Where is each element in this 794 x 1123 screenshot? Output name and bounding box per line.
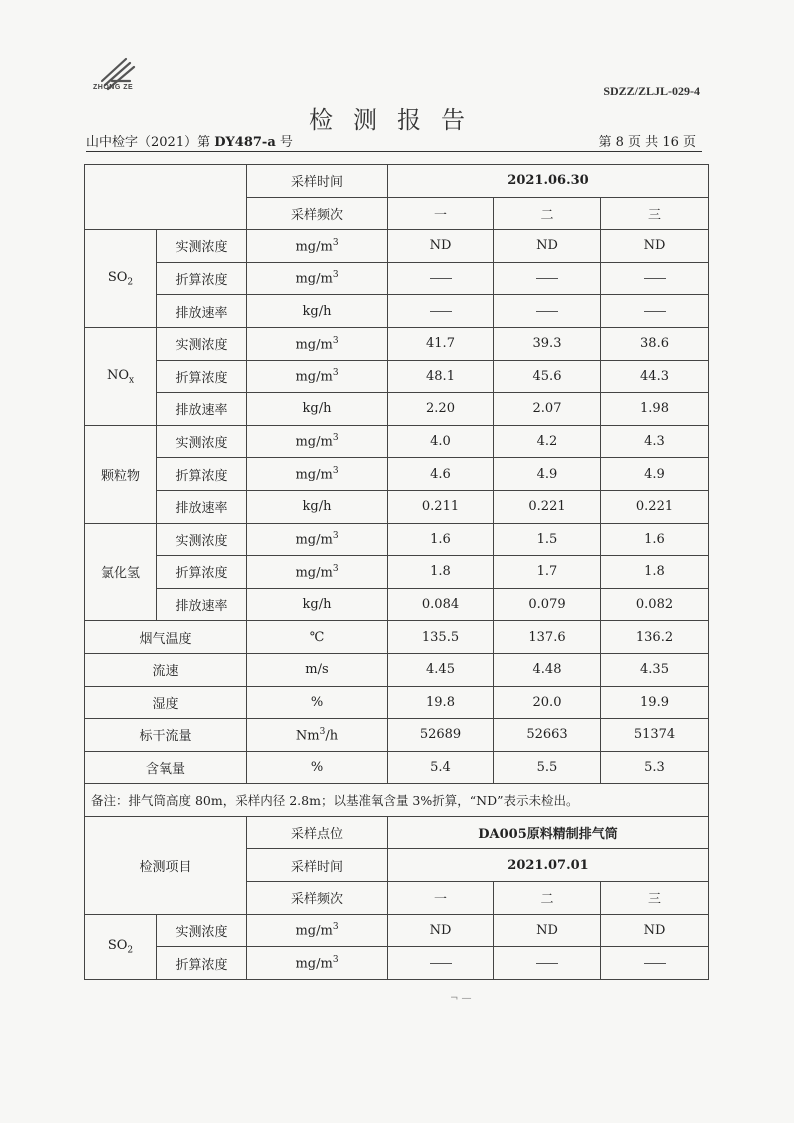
table-row (85, 588, 709, 621)
value-cell: 0.084 (388, 588, 494, 621)
run-label: 一 (388, 882, 494, 915)
run-label: 二 (494, 197, 601, 230)
metric-label: 折算浓度 (157, 556, 247, 589)
value-cell (494, 947, 601, 980)
table-row (85, 262, 709, 295)
value-cell: 4.9 (494, 458, 601, 491)
table-row (85, 947, 709, 980)
unit-cell: m/s (247, 653, 388, 686)
value-cell (494, 262, 601, 295)
value-cell: 48.1 (388, 360, 494, 393)
metric-label: 折算浓度 (157, 947, 247, 980)
unit-cell: $mg/m^3$ (247, 523, 388, 556)
dash-mark (536, 311, 558, 312)
unit-cell: $mg/m^3$ (247, 914, 388, 947)
table-row (85, 360, 709, 393)
table-row (85, 425, 709, 458)
pollutant-name: $SO_2$ (85, 914, 157, 979)
value-cell: 2.20 (388, 393, 494, 426)
table-row (85, 719, 709, 752)
sampling-time-label: 采样时间 (247, 849, 388, 882)
sampling-point-value: DA005原料精制排气筒 (388, 816, 709, 849)
value-cell: 4.2 (494, 425, 601, 458)
table-row (85, 230, 709, 263)
value-cell: 0.221 (601, 490, 709, 523)
table-row (85, 751, 709, 784)
table-row (85, 327, 709, 360)
value-cell (601, 295, 709, 328)
value-cell: 2.07 (494, 393, 601, 426)
value-cell: ND (388, 230, 494, 263)
unit-cell: % (247, 751, 388, 784)
parameter-label: 含氧量 (85, 751, 247, 784)
value-cell: 4.3 (601, 425, 709, 458)
value-cell: 19.8 (388, 686, 494, 719)
unit-cell: $mg/m^3$ (247, 458, 388, 491)
document-code: SDZZ/ZLJL-029-4 (603, 84, 700, 98)
value-cell: 4.35 (601, 653, 709, 686)
metric-label: 实测浓度 (157, 230, 247, 263)
note-text: 备注：排气筒高度 80m，采样内径 2.8m；以基准氧含量 3%折算，“ND”表示未检出。 (85, 784, 709, 817)
sampling-time-label: 采样时间 (247, 165, 388, 198)
unit-cell: $mg/m^3$ (247, 262, 388, 295)
metric-label: 实测浓度 (157, 523, 247, 556)
sampling-point-row (85, 816, 709, 849)
metric-label: 折算浓度 (157, 262, 247, 295)
value-cell (601, 947, 709, 980)
pollutant-name: $SO_2$ (85, 230, 157, 328)
dash-mark (430, 963, 452, 964)
unit-cell: kg/h (247, 295, 388, 328)
logo-text: ZHONG ZE (93, 84, 134, 91)
value-cell (601, 262, 709, 295)
value-cell: 135.5 (388, 621, 494, 654)
value-cell: 52663 (494, 719, 601, 752)
value-cell: 19.9 (601, 686, 709, 719)
table-row (85, 686, 709, 719)
value-cell: 1.98 (601, 393, 709, 426)
metric-label: 实测浓度 (157, 327, 247, 360)
value-cell: ND (388, 914, 494, 947)
metric-label: 排放速率 (157, 588, 247, 621)
unit-cell: $mg/m^3$ (247, 360, 388, 393)
value-cell: 52689 (388, 719, 494, 752)
value-cell: 4.6 (388, 458, 494, 491)
sampling-date: 2021.07.01 (388, 849, 709, 882)
pollutant-name: 氯化氢 (85, 523, 157, 621)
run-label: 三 (601, 197, 709, 230)
detection-item-label: 检测项目 (85, 816, 247, 914)
dash-mark (644, 278, 666, 279)
unit-cell: $mg/m^3$ (247, 947, 388, 980)
run-label: 三 (601, 882, 709, 915)
value-cell: 38.6 (601, 327, 709, 360)
value-cell: 4.48 (494, 653, 601, 686)
metric-label: 排放速率 (157, 490, 247, 523)
page-indicator: 第 8 页 共 16 页 (598, 135, 696, 150)
sampling-frequency-label: 采样频次 (247, 882, 388, 915)
unit-cell: % (247, 686, 388, 719)
sampling-time-row (85, 165, 709, 198)
parameter-label: 标干流量 (85, 719, 247, 752)
report-number: 山中检字（2021）第 DY487-a 号 (86, 135, 293, 150)
table-row (85, 653, 709, 686)
table-row (85, 914, 709, 947)
value-cell: 5.5 (494, 751, 601, 784)
note-row (85, 784, 709, 817)
value-cell: 44.3 (601, 360, 709, 393)
table-row (85, 458, 709, 491)
metric-label: 排放速率 (157, 393, 247, 426)
table-row (85, 556, 709, 589)
value-cell: 0.211 (388, 490, 494, 523)
value-cell: 39.3 (494, 327, 601, 360)
value-cell (388, 295, 494, 328)
sampling-date: 2021.06.30 (388, 165, 709, 198)
report-subheader (86, 131, 702, 152)
metric-label: 实测浓度 (157, 425, 247, 458)
pollutant-name: 颗粒物 (85, 425, 157, 523)
value-cell: 5.3 (601, 751, 709, 784)
value-cell: 4.9 (601, 458, 709, 491)
dash-mark (536, 963, 558, 964)
sampling-point-label: 采样点位 (247, 816, 388, 849)
value-cell (388, 947, 494, 980)
value-cell: 5.4 (388, 751, 494, 784)
value-cell: 1.6 (388, 523, 494, 556)
run-label: 二 (494, 882, 601, 915)
value-cell (388, 262, 494, 295)
unit-cell: $mg/m^3$ (247, 230, 388, 263)
dash-mark (536, 278, 558, 279)
table-row (85, 295, 709, 328)
unit-cell: Nm$^3$/h (247, 719, 388, 752)
blank-header-cell (85, 165, 247, 230)
value-cell: 41.7 (388, 327, 494, 360)
value-cell: 0.221 (494, 490, 601, 523)
run-label: 一 (388, 197, 494, 230)
value-cell: ND (494, 230, 601, 263)
metric-label: 实测浓度 (157, 914, 247, 947)
value-cell: 45.6 (494, 360, 601, 393)
value-cell: 1.6 (601, 523, 709, 556)
value-cell: 0.079 (494, 588, 601, 621)
unit-cell: kg/h (247, 393, 388, 426)
unit-cell: $mg/m^3$ (247, 556, 388, 589)
dash-mark (644, 963, 666, 964)
parameter-label: 湿度 (85, 686, 247, 719)
value-cell: 136.2 (601, 621, 709, 654)
unit-cell: kg/h (247, 490, 388, 523)
value-cell: 1.8 (388, 556, 494, 589)
table-row (85, 621, 709, 654)
pollutant-name: $NO_x$ (85, 327, 157, 425)
report-title: 检测报告 (309, 106, 485, 134)
dash-mark (430, 278, 452, 279)
value-cell: 51374 (601, 719, 709, 752)
value-cell: 0.082 (601, 588, 709, 621)
scratch-mark: ¬ — (450, 993, 472, 1004)
table-row (85, 523, 709, 556)
parameter-label: 烟气温度 (85, 621, 247, 654)
unit-cell: $mg/m^3$ (247, 425, 388, 458)
unit-cell: kg/h (247, 588, 388, 621)
table-row (85, 490, 709, 523)
parameter-label: 流速 (85, 653, 247, 686)
value-cell: ND (601, 914, 709, 947)
value-cell: 137.6 (494, 621, 601, 654)
metric-label: 排放速率 (157, 295, 247, 328)
value-cell: 1.5 (494, 523, 601, 556)
sampling-frequency-label: 采样频次 (247, 197, 388, 230)
value-cell: ND (601, 230, 709, 263)
value-cell: 1.7 (494, 556, 601, 589)
value-cell: 4.0 (388, 425, 494, 458)
value-cell: ND (494, 914, 601, 947)
table-row (85, 393, 709, 426)
value-cell (494, 295, 601, 328)
value-cell: 4.45 (388, 653, 494, 686)
value-cell: 20.0 (494, 686, 601, 719)
metric-label: 折算浓度 (157, 360, 247, 393)
value-cell: 1.8 (601, 556, 709, 589)
dash-mark (430, 311, 452, 312)
unit-cell: $mg/m^3$ (247, 327, 388, 360)
dash-mark (644, 311, 666, 312)
results-table (84, 164, 709, 980)
unit-cell: ℃ (247, 621, 388, 654)
metric-label: 折算浓度 (157, 458, 247, 491)
